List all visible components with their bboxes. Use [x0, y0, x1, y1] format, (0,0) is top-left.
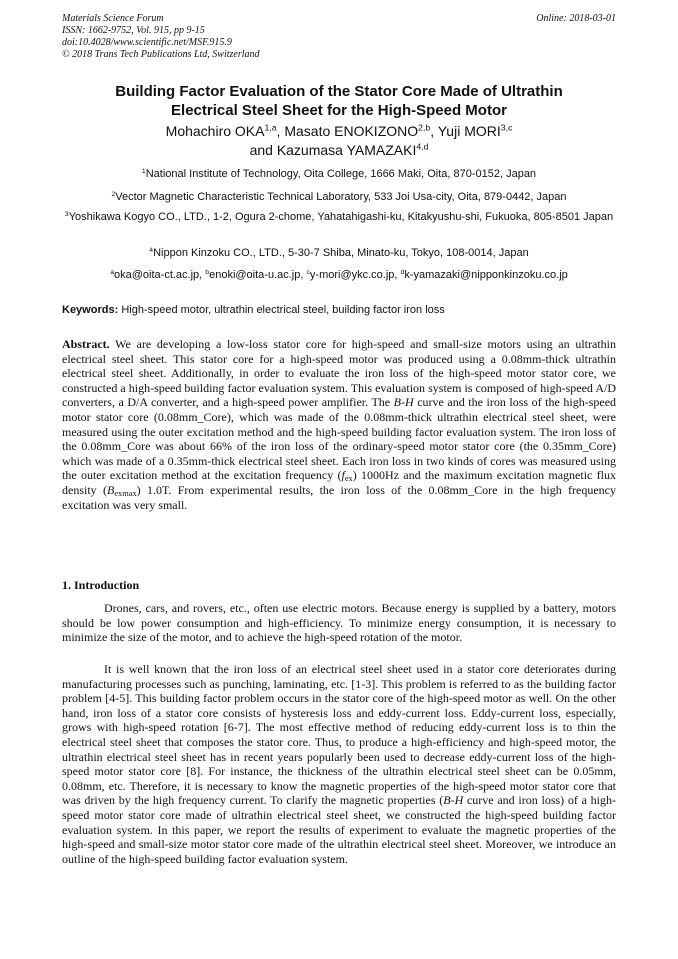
abstract: Abstract. We are developing a low-loss stator core for high-speed and small-size motors using an ultrathin electrical steel sheet. This stator core for a high-speed motor was produced using a 0.08mm-thick ultrathin electrical steel sheet. Additionally, in order to evaluate the iron loss of the high-speed motor stator core, we constructed a high-speed building factor evaluation system. This evaluation system is composed of high-speed A/D converters, a D/A converter, and a high-speed power amplifier. The B-H curve and the iron loss of the high-speed motor stator core (0.08mm_Core), which was made of the 0.08mm-thick ultrathin electrical steel sheet, were measured using the outer excitation method and the high-speed building factor evaluation system. The iron loss of the 0.08mm_Core was about 66% of the iron loss of the ordinary-speed motor stator core (the 0.35mm_Core) which was made of a 0.35mm-thick electrical steel sheet. Each iron loss in two kinds of cores was measured using the outer excitation method at the excitation frequency $(f_{ex})$ 1000Hz and the maximum excitation magnetic flux density $(B_{exmax})$ 1.0T. From experimental results, the iron loss of the 0.08mm_Core in the high frequency excitation was very small.	[62, 337, 617, 512]
author-list	[62, 122, 616, 160]
email-link[interactable]: y-mori@ykc.co.jp	[309, 269, 395, 281]
author-marker: 3,c	[500, 122, 513, 133]
journal-name: Materials Science Forum	[62, 13, 164, 24]
author-name: Kazumasa YAMAZAKI	[276, 142, 417, 158]
author-name: Masato ENOKIZONO	[284, 123, 419, 139]
email-link[interactable]: k-yamazaki@nipponkinzoku.co.jp	[404, 269, 568, 281]
email-link[interactable]: enoki@oita-u.ac.jp	[209, 269, 301, 281]
journal-header	[62, 13, 616, 61]
copyright: © 2018 Trans Tech Publications Ltd, Switzerland	[62, 49, 260, 60]
doi: doi:10.4028/www.scientific.net/MSF.915.9	[62, 37, 232, 48]
author-name: Mohachiro OKA	[165, 123, 265, 139]
issn: ISSN: 1662-9752, Vol. 915, pp 9-15	[62, 25, 205, 36]
affiliation-1: $^1$National Institute of Technology, Oita College, 1666 Maki, Oita, 870-0152, Japan	[141, 167, 537, 180]
keywords-label: Keywords:	[62, 304, 119, 316]
intro-paragraph-1: Drones, cars, and rovers, etc., often use electric motors. Because energy is supplied by a battery, motors should be low power consumption and high-efficiency. To minimize energy consumption, it is necessary to minimize the size of the motor, and to achieve the high-speed rotation of the motor.	[62, 601, 616, 645]
paper-title	[62, 82, 616, 120]
affiliation-3: $^3$Yoshikawa Kogyo CO., LTD., 1-2, Ogura 2-chome, Yahatahigashi-ku, Kitakyushu-shi, Fukuoka, 805-8501 Japan	[64, 210, 614, 223]
email-list: $^a$oka@oita-ct.ac.jp, $^b$enoki@oita-u.ac.jp, $^c$y-mori@ykc.co.jp, $^d$k-yamazaki@nipponkinzoku.co.jp	[110, 268, 568, 281]
author-line-1: Mohachiro OKA$^{1,a}$, Masato ENOKIZONO$^{2,b}$, Yuji MORI$^{3,c}$	[165, 122, 513, 139]
email-link[interactable]: oka@oita-ct.ac.jp	[114, 269, 200, 281]
keywords	[62, 303, 616, 318]
online-date: Online: 2018-03-01	[536, 13, 616, 24]
intro-paragraph-2: It is well known that the iron loss of an electrical steel sheet used in a stator core deteriorates during manufacturing processes such as punching, laminating, etc. [1-3]. This problem is referred to as the building factor problem [4-5]. This building factor problem occurs in the stator core of the high-speed motor as well. On the other hand, iron loss of a stator core consists of hysteresis loss and eddy-current loss. Eddy-current loss, especially, grows with high-speed rotation [6-7]. The most effective method of reducing eddy-current loss is to thin the electrical steel sheet that composes the stator core. Thus, to produce a high-efficiency and high-speed motor, the ultrathin electrical steel sheet has in recent years popularly been used to decrease eddy-current loss of the high-speed motor stator core [8]. For instance, the thickness of the ultrathin electrical steel sheet can be 0.05mm, 0.08mm, etc. Therefore, it is necessary to know the magnetic properties of the high-speed motor stator core that was driven by the high frequency current. To clarify the magnetic properties (B-H curve and iron loss) of a high-speed motor stator core made of ultrathin electrical steel sheet, we constructed the high-speed building factor evaluation system. In this paper, we report the results of experiment to evaluate the magnetic properties of the high-speed and small-size motor stator core made of the ultrathin electrical steel sheet. Moreover, we introduce an outline of the high-speed building factor evaluation system.	[62, 662, 616, 866]
keywords-text: High-speed motor, ultrathin electrical steel, building factor iron loss	[121, 304, 445, 316]
author-marker: 1,a	[264, 122, 277, 133]
section-heading-introduction: 1. Introduction	[62, 578, 140, 592]
abstract-label: Abstract.	[62, 337, 110, 351]
author-marker: 4,d	[416, 141, 429, 152]
author-line-2: and Kazumasa YAMAZAKI$^{4,d}$	[249, 141, 429, 158]
title-line-2: Electrical Steel Sheet for the High-Speed Motor	[171, 102, 507, 119]
author-marker: 2,b	[418, 122, 431, 133]
affiliation-4: $^4$Nippon Kinzoku CO., LTD., 5-30-7 Shiba, Minato-ku, Tokyo, 108-0014, Japan	[149, 246, 529, 259]
title-line-1: Building Factor Evaluation of the Stator Core Made of Ultrathin	[115, 83, 563, 100]
affiliation-2: $^2$Vector Magnetic Characteristic Technical Laboratory, 533 Joi Usa-city, Oita, 879-0442, Japan	[111, 190, 567, 203]
author-name: Yuji MORI	[437, 123, 501, 139]
